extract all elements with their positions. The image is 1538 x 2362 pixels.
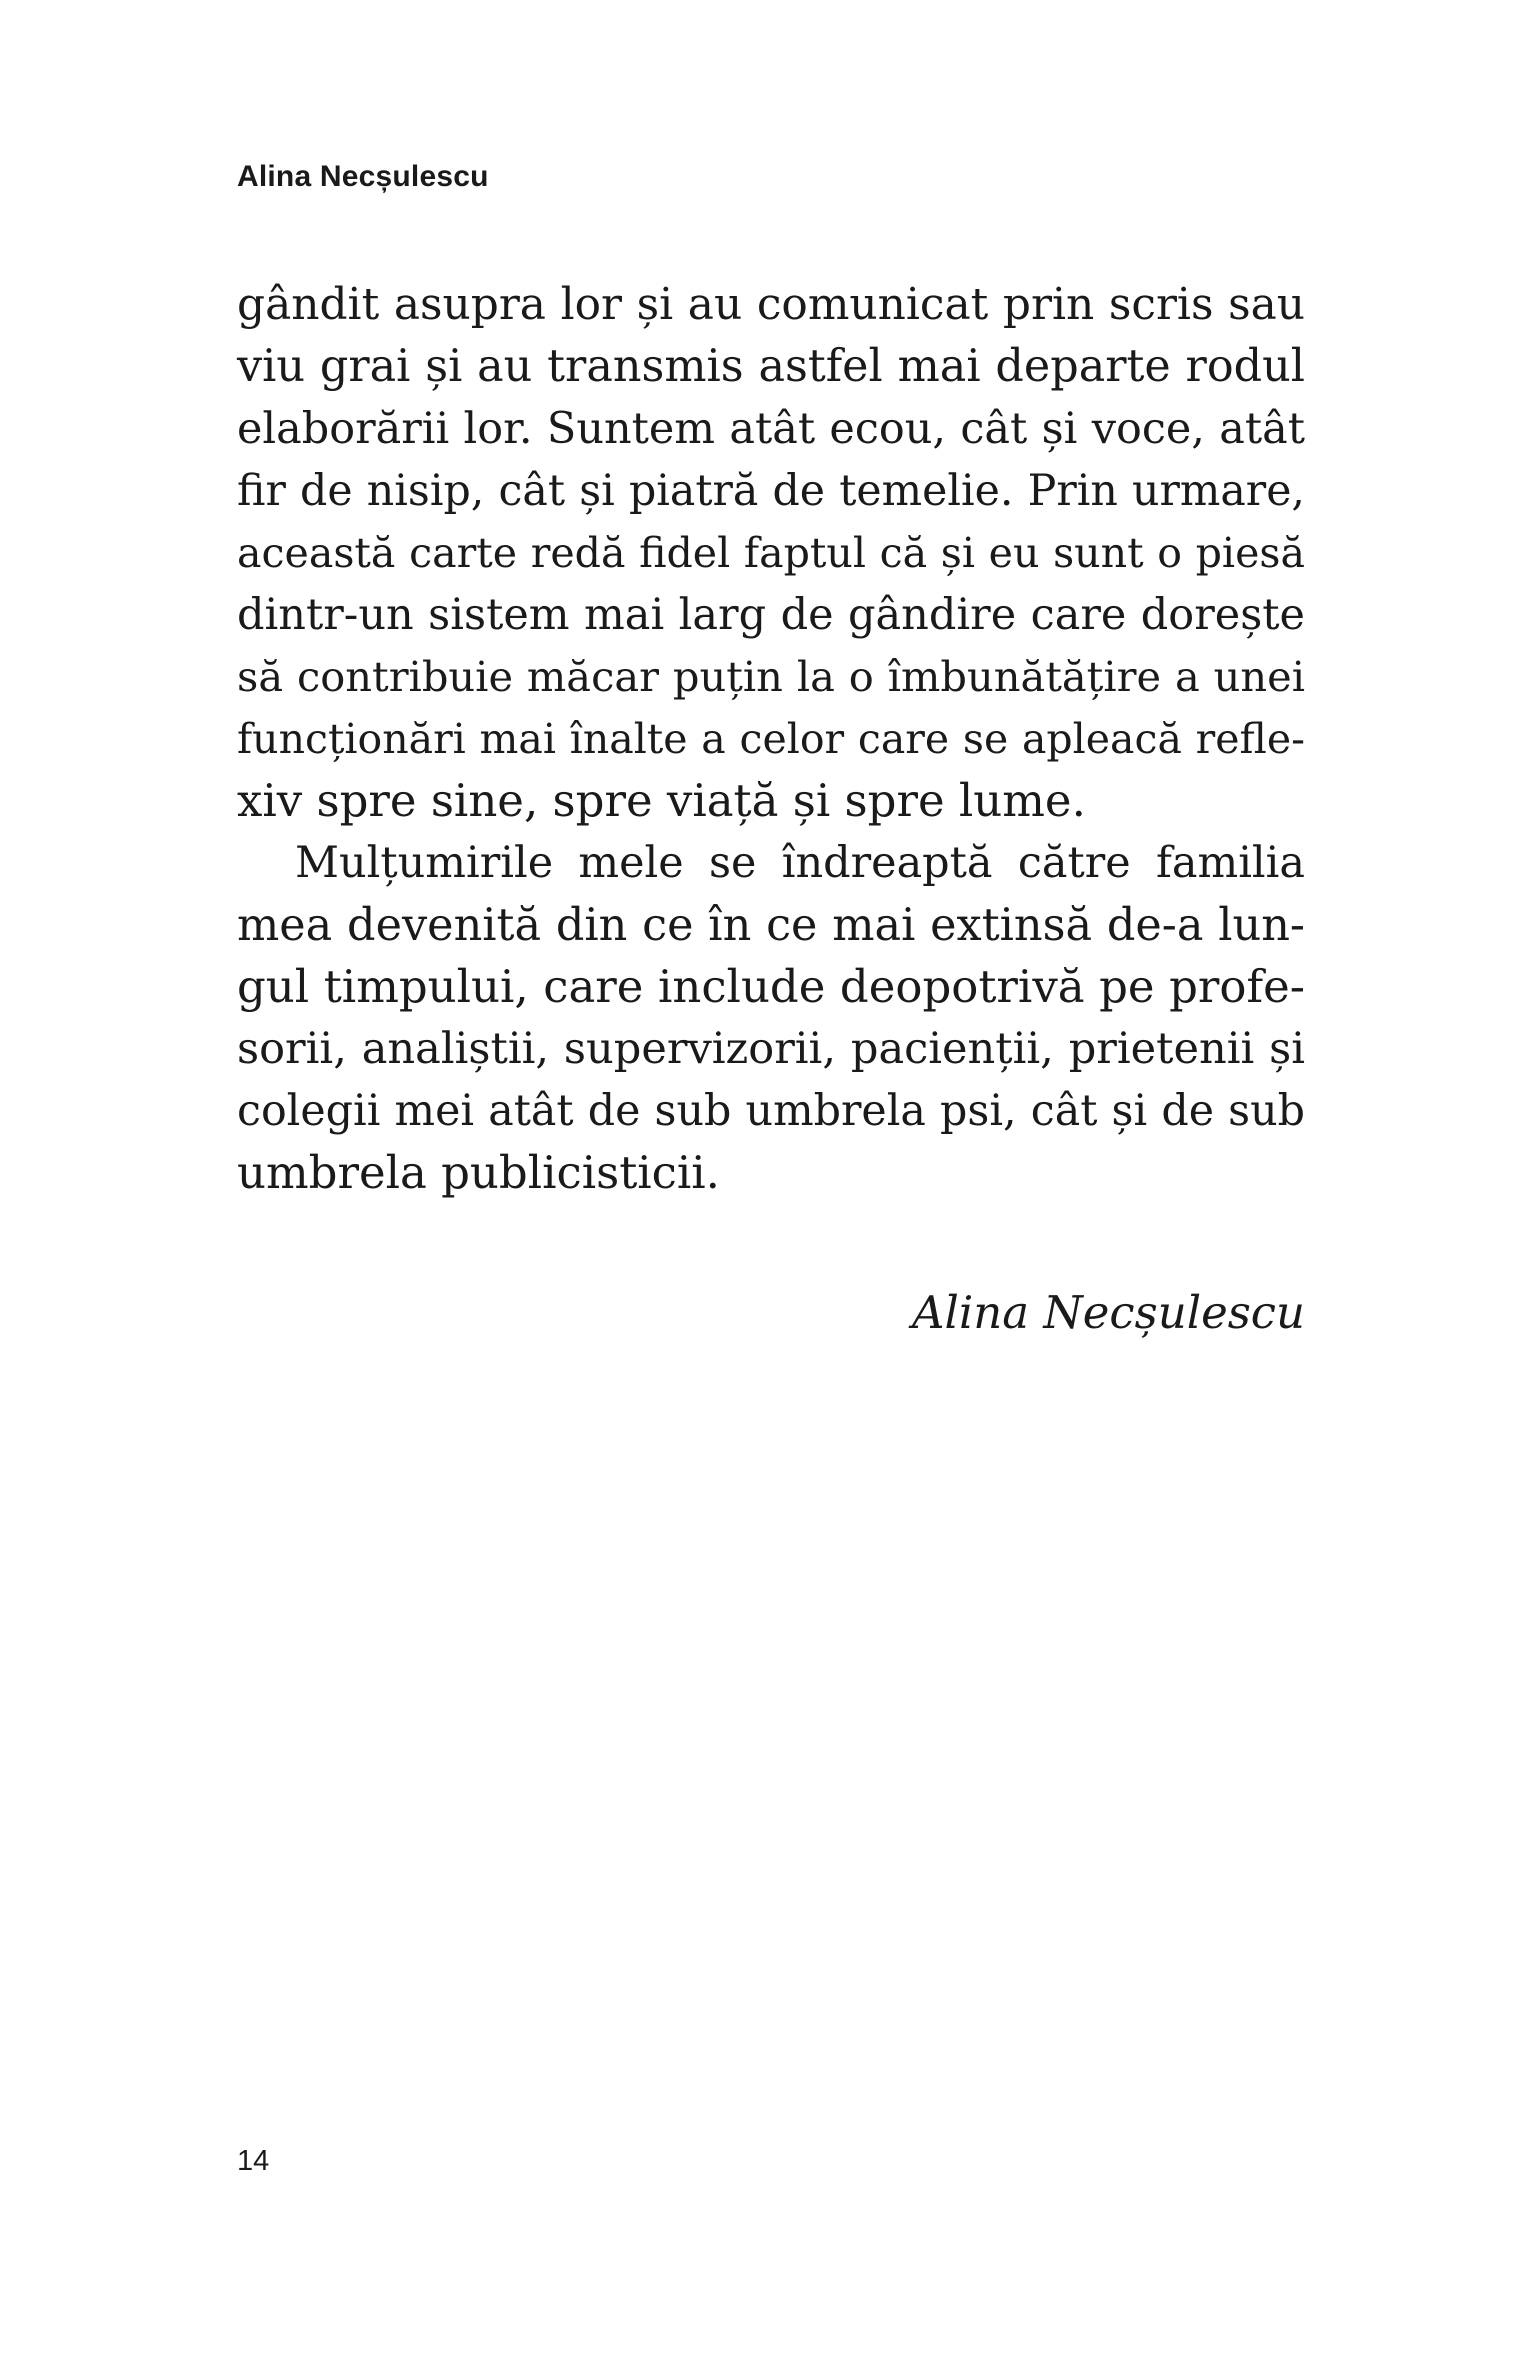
text-line: această carte redă fidel faptul că și eu sunt o piesă <box>237 529 1305 577</box>
text-line: dintr-un sistem mai larg de gândire care dorește <box>237 590 1305 640</box>
text-line: sorii, analiștii, supervizorii, pacienții, prietenii și <box>237 1024 1305 1074</box>
text-line: fir de nisip, cât și piatră de temelie. Prin urmare, <box>237 466 1305 516</box>
text-line: elaborării lor. Suntem atât ecou, cât și voce, atât <box>237 404 1305 454</box>
text-line: xiv spre sine, spre viață și spre lume. <box>237 774 1086 827</box>
paragraph-2 <box>237 832 1305 1204</box>
author-signature: Alina Necșulescu <box>912 1286 1305 1339</box>
text-line: Mulțumirile mele se îndreaptă către familia <box>295 838 1305 888</box>
running-head: Alina Necșulescu <box>237 160 489 193</box>
paragraph-1 <box>237 274 1305 832</box>
text-line: să contribuie măcar puțin la o îmbunătățire a unei <box>237 652 1305 701</box>
text-line: colegii mei atât de sub umbrela psi, cât și de sub <box>237 1086 1305 1136</box>
text-line: funcționări mai înalte a celor care se apleacă refle- <box>237 715 1305 763</box>
text-line: umbrela publicisticii. <box>237 1146 720 1199</box>
page-number: 14 <box>237 2145 270 2177</box>
text-line: gândit asupra lor și au comunicat prin scris sau <box>237 279 1305 330</box>
text-line: gul timpului, care include deopotrivă pe profe- <box>237 960 1305 1013</box>
text-line: mea devenită din ce în ce mai extinsă de-a lun- <box>237 899 1305 951</box>
body-text <box>237 274 1305 1204</box>
text-line: viu grai și au transmis astfel mai departe rodul <box>237 341 1305 392</box>
